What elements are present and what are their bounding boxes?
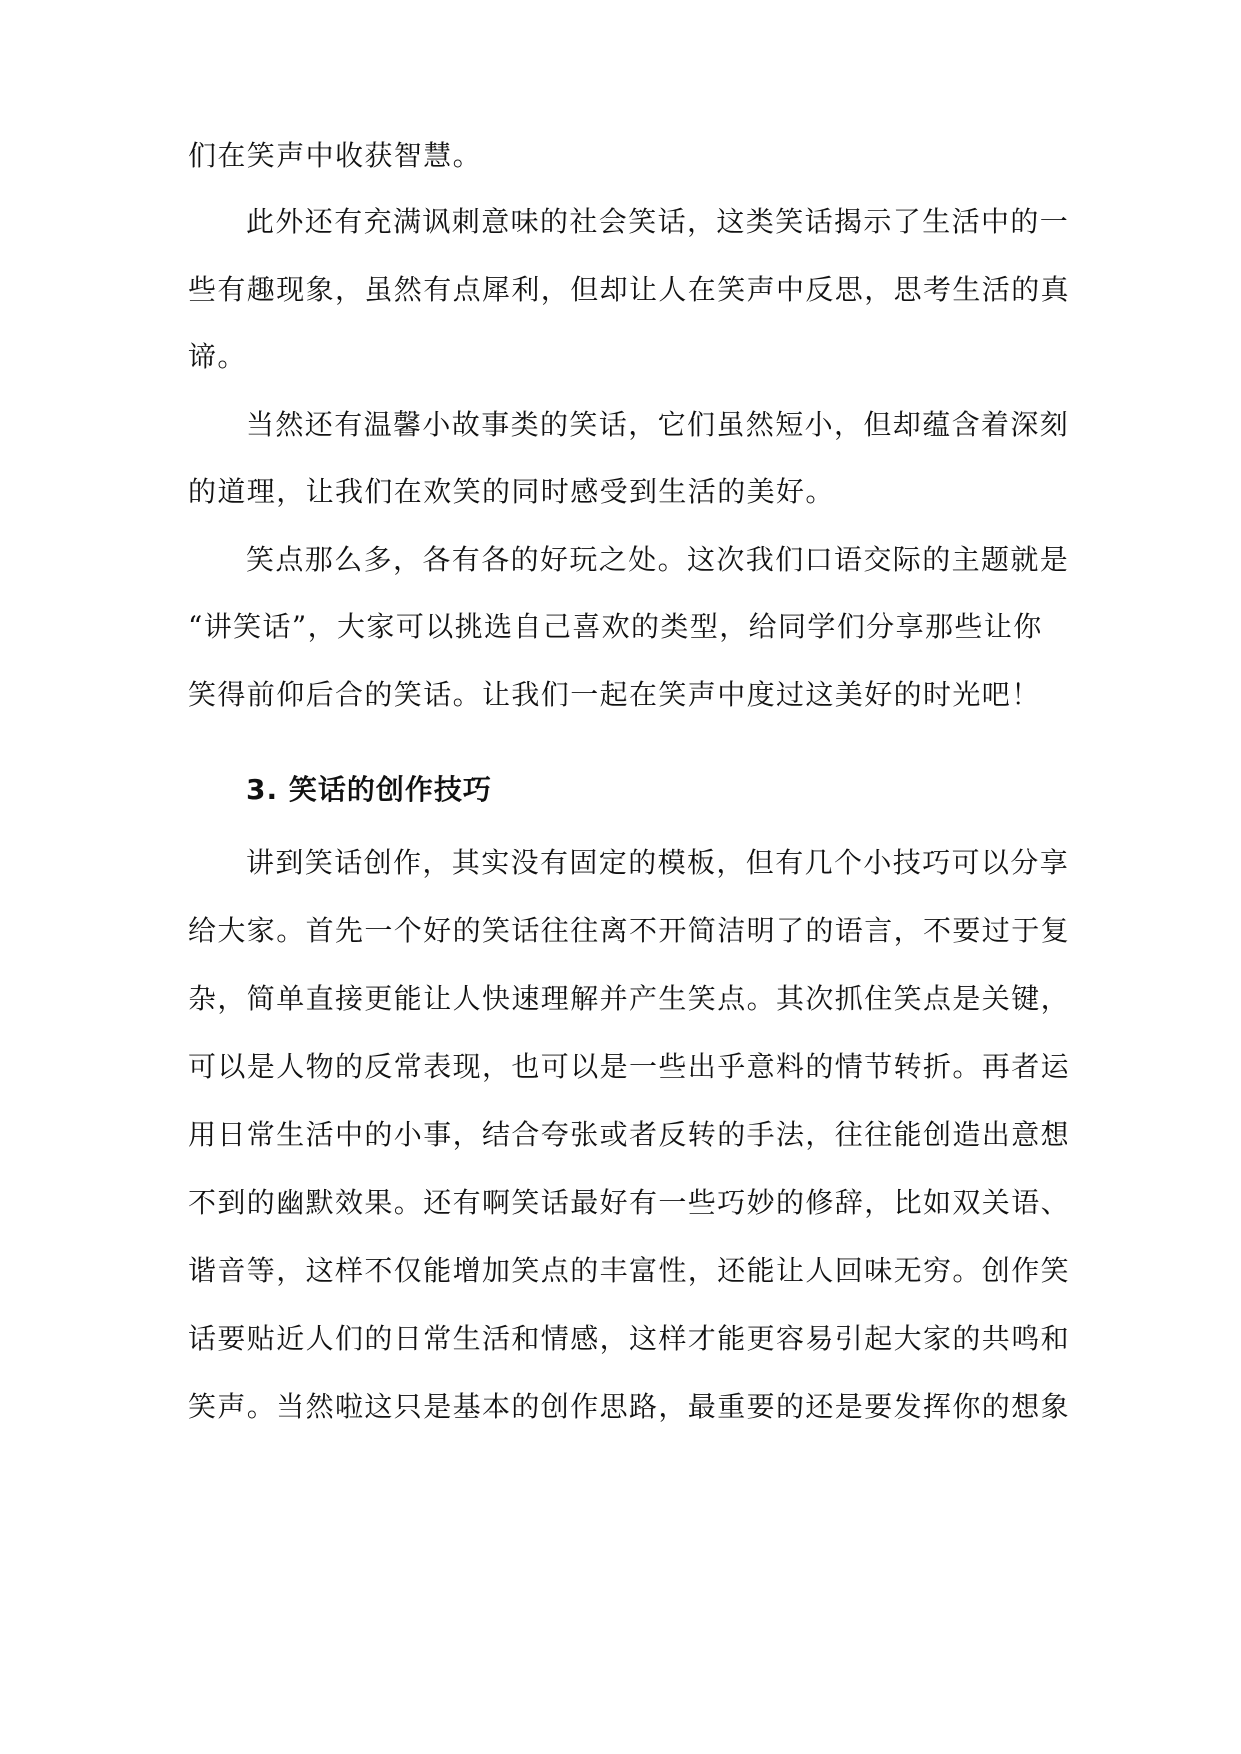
paragraph-line: “讲笑话”，大家可以挑选自己喜欢的类型，给同学们分享那些让你 [188,610,1043,643]
paragraph-line: 此外还有充满讽刺意味的社会笑话，这类笑话揭示了生活中的一 [246,205,1070,238]
paragraph-line: 些有趣现象，虽然有点犀利，但却让人在笑声中反思，思考生活的真 [188,273,1071,306]
paragraph-line: 笑点那么多，各有各的好玩之处。这次我们口语交际的主题就是 [246,543,1070,576]
paragraph-line: 可以是人物的反常表现，也可以是一些出乎意料的情节转折。再者运 [188,1050,1071,1083]
paragraph-line: 的道理，让我们在欢笑的同时感受到生活的美好。 [188,475,835,508]
paragraph-line: 笑得前仰后合的笑话。让我们一起在笑声中度过这美好的时光吧！ [188,678,1041,711]
paragraph-line: 笑声。当然啦这只是基本的创作思路，最重要的还是要发挥你的想象 [188,1390,1071,1423]
paragraph-line: 杂，简单直接更能让人快速理解并产生笑点。其次抓住笑点是关键， [188,982,1071,1015]
paragraph-line: 谛。 [188,340,247,373]
paragraph-line: 话要贴近人们的日常生活和情感，这样才能更容易引起大家的共鸣和 [188,1322,1071,1355]
paragraph-line: 用日常生活中的小事，结合夸张或者反转的手法，往往能创造出意想 [188,1118,1071,1151]
section-heading: 3. 笑话的创作技巧 [246,773,492,806]
paragraph-line: 给大家。首先一个好的笑话往往离不开简洁明了的语言，不要过于复 [188,914,1071,947]
paragraph-line: 不到的幽默效果。还有啊笑话最好有一些巧妙的修辞，比如双关语、 [188,1186,1071,1219]
paragraph-line: 讲到笑话创作，其实没有固定的模板，但有几个小技巧可以分享 [246,846,1070,879]
paragraph-line: 当然还有温馨小故事类的笑话，它们虽然短小，但却蕴含着深刻 [246,408,1070,441]
paragraph-line: 谐音等，这样不仅能增加笑点的丰富性，还能让人回味无穷。创作笑 [188,1254,1071,1287]
paragraph-line: 们在笑声中收获智慧。 [188,139,483,172]
